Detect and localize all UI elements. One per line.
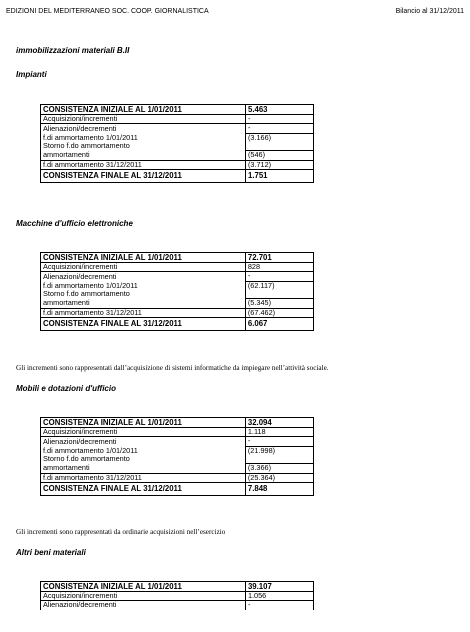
row-value: 828 [245, 263, 313, 272]
row-label: CONSISTENZA INIZIALE AL 1/01/2011 [41, 582, 246, 592]
row-value: 6.067 [245, 317, 313, 330]
note-mobili: Gli incrementi sono rappresentati da ordinarie acquisizioni nell’esercizio [16, 528, 226, 536]
row-value: - [245, 601, 313, 610]
row-label: Storno f.do ammortamento [41, 290, 246, 298]
table-macchine [40, 252, 314, 331]
table-row [41, 308, 314, 317]
row-label: Acquisizioni/incrementi [41, 592, 246, 601]
section-title-impianti: Impianti [16, 70, 47, 79]
row-label: ammortamenti [41, 151, 246, 160]
row-label: f.di ammortamento 31/12/2011 [41, 160, 246, 169]
table-row [41, 299, 314, 308]
row-value: (62.117) [245, 281, 313, 290]
row-label: f.di ammortamento 31/12/2011 [41, 473, 246, 482]
row-label: Storno f.do ammortamento [41, 455, 246, 463]
table-row [41, 428, 314, 437]
row-label: Alienazioni/decrementi [41, 124, 246, 133]
row-label: Acquisizioni/incrementi [41, 428, 246, 437]
table-row [41, 160, 314, 169]
row-label: CONSISTENZA FINALE AL 31/12/2011 [41, 482, 246, 495]
table-row [41, 169, 314, 182]
row-value: 72.701 [245, 253, 313, 263]
row-label: Alienazioni/decrementi [41, 437, 246, 446]
row-value: 39.107 [245, 582, 313, 592]
row-label: f.di ammortamento 1/01/2011 [41, 446, 246, 455]
row-label: Acquisizioni/incrementi [41, 115, 246, 124]
main-title: immobilizzazioni materiali B.II [16, 46, 130, 55]
row-label: Alienazioni/decrementi [41, 272, 246, 281]
table-row [41, 582, 314, 592]
table-row [41, 272, 314, 281]
note-macchine: Gli incrementi sono rappresentati dall’acquisizione di sistemi informatiche da impiegare nell’attività sociale. [16, 364, 329, 372]
row-value: (3.166) [245, 133, 313, 142]
table-row [41, 115, 314, 124]
table-row [41, 482, 314, 495]
row-value: 32.094 [245, 418, 313, 428]
row-label: ammortamenti [41, 464, 246, 473]
row-label: CONSISTENZA INIZIALE AL 1/01/2011 [41, 253, 246, 263]
row-value: 1.118 [245, 428, 313, 437]
row-label: Storno f.do ammortamento [41, 142, 246, 150]
row-value: (21.998) [245, 446, 313, 455]
row-value: (3.366) [245, 464, 313, 473]
page-header [6, 8, 464, 22]
row-value: (3.712) [245, 160, 313, 169]
row-label: ammortamenti [41, 299, 246, 308]
section-title-altri: Altri beni materiali [16, 548, 86, 557]
table-row [41, 418, 314, 428]
table-row [41, 124, 314, 133]
row-value: 5.463 [245, 105, 313, 115]
row-label: f.di ammortamento 31/12/2011 [41, 308, 246, 317]
row-label: Alienazioni/decrementi [41, 601, 246, 610]
row-value: - [245, 437, 313, 446]
row-label: f.di ammortamento 1/01/2011 [41, 281, 246, 290]
row-value: 7.848 [245, 482, 313, 495]
table-row [41, 473, 314, 482]
table-row [41, 317, 314, 330]
row-value: - [245, 272, 313, 281]
table-row [41, 601, 314, 610]
table-row [41, 253, 314, 263]
table-row [41, 151, 314, 160]
section-title-mobili: Mobili e dotazioni d'ufficio [16, 384, 116, 393]
row-value: - [245, 124, 313, 133]
report-date: Bilancio al 31/12/2011 [395, 8, 464, 15]
row-label: CONSISTENZA INIZIALE AL 1/01/2011 [41, 105, 246, 115]
row-label: f.di ammortamento 1/01/2011 [41, 133, 246, 142]
row-value: (546) [245, 151, 313, 160]
table-row [41, 263, 314, 272]
row-label: CONSISTENZA FINALE AL 31/12/2011 [41, 169, 246, 182]
row-value: (25.364) [245, 473, 313, 482]
row-value: (67.462) [245, 308, 313, 317]
row-value: 1.751 [245, 169, 313, 182]
section-title-macchine: Macchine d'ufficio elettroniche [16, 219, 133, 228]
row-label: Acquisizioni/incrementi [41, 263, 246, 272]
row-value: 1.056 [245, 592, 313, 601]
row-value: (5.345) [245, 299, 313, 308]
row-value: - [245, 115, 313, 124]
company-name: EDIZIONI DEL MEDITERRANEO SOC. COOP. GIORNALISTICA [6, 8, 209, 15]
table-row [41, 105, 314, 115]
row-label: CONSISTENZA FINALE AL 31/12/2011 [41, 317, 246, 330]
row-label: CONSISTENZA INIZIALE AL 1/01/2011 [41, 418, 246, 428]
table-mobili [40, 417, 314, 496]
table-row [41, 437, 314, 446]
table-row [41, 464, 314, 473]
table-impianti [40, 104, 314, 183]
table-altri [40, 581, 314, 610]
